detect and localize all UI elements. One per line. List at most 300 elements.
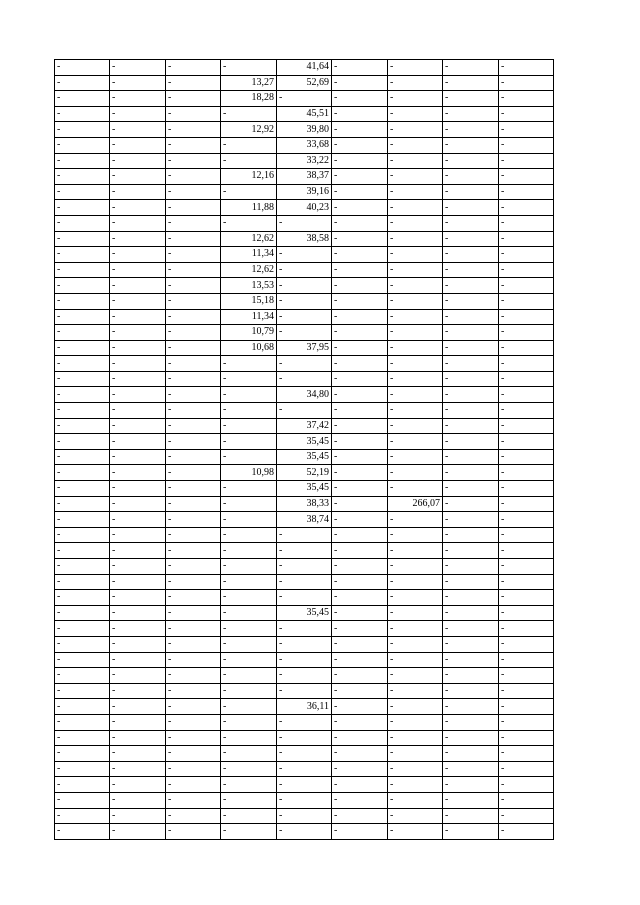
table-cell: -	[166, 714, 221, 730]
table-cell: -	[388, 75, 443, 91]
table-cell: -	[166, 792, 221, 808]
table-cell: -	[388, 371, 443, 387]
table-cell: -	[332, 169, 388, 185]
table-cell: -	[221, 792, 277, 808]
table-cell: -	[499, 527, 554, 543]
table-cell: -	[55, 106, 110, 122]
table-cell: -	[55, 683, 110, 699]
table-cell: -	[443, 60, 499, 76]
table-cell: -	[443, 262, 499, 278]
table-cell: -	[332, 309, 388, 325]
table-row	[55, 169, 554, 185]
table-row	[55, 153, 554, 169]
table-cell: 52,69	[277, 75, 332, 91]
table-cell: -	[443, 636, 499, 652]
table-cell: -	[55, 434, 110, 450]
table-cell: -	[55, 465, 110, 481]
table-cell: -	[221, 605, 277, 621]
table-cell: -	[277, 777, 332, 793]
table-cell: -	[166, 808, 221, 824]
table-row	[55, 325, 554, 341]
table-cell: -	[110, 824, 166, 840]
table-cell: -	[388, 122, 443, 138]
table-cell: -	[166, 512, 221, 528]
table-cell: -	[499, 75, 554, 91]
table-cell: -	[332, 75, 388, 91]
table-cell: -	[388, 278, 443, 294]
table-cell: -	[55, 293, 110, 309]
table-cell: -	[499, 746, 554, 762]
table-cell: -	[221, 777, 277, 793]
table-cell: -	[166, 278, 221, 294]
table-cell: -	[499, 153, 554, 169]
table-cell: -	[388, 293, 443, 309]
table-cell: -	[388, 746, 443, 762]
table-row	[55, 465, 554, 481]
table-cell: -	[332, 621, 388, 637]
table-cell: -	[221, 746, 277, 762]
table-cell: -	[499, 215, 554, 231]
table-cell: -	[55, 449, 110, 465]
table-cell: -	[110, 309, 166, 325]
table-cell: -	[332, 824, 388, 840]
table-row	[55, 824, 554, 840]
table-cell: 13,53	[221, 278, 277, 294]
table-cell: -	[221, 60, 277, 76]
table-cell: -	[443, 605, 499, 621]
table-cell: -	[388, 325, 443, 341]
table-cell: -	[166, 403, 221, 419]
table-cell: -	[499, 293, 554, 309]
table-cell: -	[110, 169, 166, 185]
table-cell: -	[332, 403, 388, 419]
table-cell: 34,80	[277, 387, 332, 403]
table-cell: -	[388, 137, 443, 153]
table-cell: -	[388, 605, 443, 621]
table-cell: -	[388, 730, 443, 746]
table-cell: -	[110, 262, 166, 278]
table-cell: -	[221, 403, 277, 419]
table-cell: -	[499, 621, 554, 637]
table-cell: -	[388, 106, 443, 122]
table-cell: -	[332, 371, 388, 387]
table-cell: -	[110, 808, 166, 824]
table-cell: -	[55, 60, 110, 76]
table-cell: -	[443, 309, 499, 325]
table-cell: -	[388, 714, 443, 730]
table-cell: -	[388, 465, 443, 481]
table-cell: -	[110, 153, 166, 169]
table-row	[55, 559, 554, 575]
table-cell: -	[332, 434, 388, 450]
table-cell: -	[166, 371, 221, 387]
table-row	[55, 777, 554, 793]
table-cell: -	[166, 481, 221, 497]
table-cell: -	[388, 91, 443, 107]
table-cell: -	[55, 278, 110, 294]
table-cell: -	[110, 636, 166, 652]
table-cell: -	[221, 527, 277, 543]
table-cell: -	[277, 714, 332, 730]
table-cell: 35,45	[277, 481, 332, 497]
table-cell: -	[277, 527, 332, 543]
table-cell: -	[221, 434, 277, 450]
table-row	[55, 278, 554, 294]
table-cell: -	[499, 496, 554, 512]
table-cell: -	[499, 309, 554, 325]
table-cell: -	[443, 481, 499, 497]
table-cell: -	[166, 746, 221, 762]
table-row	[55, 746, 554, 762]
table-cell: -	[388, 215, 443, 231]
table-cell: -	[499, 714, 554, 730]
table-cell: -	[332, 387, 388, 403]
table-row	[55, 231, 554, 247]
table-cell: 33,22	[277, 153, 332, 169]
table-cell: -	[166, 293, 221, 309]
table-cell: -	[388, 652, 443, 668]
table-cell: -	[110, 652, 166, 668]
table-cell: -	[166, 761, 221, 777]
table-cell: -	[332, 418, 388, 434]
table-cell: -	[499, 481, 554, 497]
table-cell: -	[221, 699, 277, 715]
table-cell: -	[499, 91, 554, 107]
table-cell: -	[110, 730, 166, 746]
table-cell: -	[221, 683, 277, 699]
table-cell: -	[332, 106, 388, 122]
table-cell: -	[499, 777, 554, 793]
table-cell: -	[166, 247, 221, 263]
table-cell: -	[443, 215, 499, 231]
table-cell: -	[277, 652, 332, 668]
table-row	[55, 434, 554, 450]
table-body	[55, 60, 554, 840]
table-cell: -	[110, 387, 166, 403]
table-cell: 15,18	[221, 293, 277, 309]
table-cell: -	[277, 403, 332, 419]
table-row	[55, 652, 554, 668]
table-cell: -	[443, 559, 499, 575]
table-cell: -	[55, 340, 110, 356]
table-row	[55, 75, 554, 91]
table-cell: -	[110, 278, 166, 294]
table-cell: -	[166, 777, 221, 793]
table-cell: -	[110, 137, 166, 153]
table-cell: -	[277, 356, 332, 372]
table-cell: 10,98	[221, 465, 277, 481]
table-cell: -	[388, 418, 443, 434]
table-cell: -	[55, 91, 110, 107]
table-cell: -	[110, 356, 166, 372]
table-cell: -	[166, 309, 221, 325]
table-cell: -	[499, 808, 554, 824]
table-cell: -	[166, 60, 221, 76]
table-cell: -	[388, 434, 443, 450]
table-cell: -	[443, 403, 499, 419]
table-cell: -	[388, 559, 443, 575]
table-cell: -	[55, 527, 110, 543]
table-cell: -	[55, 356, 110, 372]
table-cell: -	[55, 746, 110, 762]
table-row	[55, 356, 554, 372]
table-cell: -	[332, 605, 388, 621]
table-cell: -	[499, 169, 554, 185]
table-cell: -	[388, 387, 443, 403]
table-cell: -	[221, 761, 277, 777]
table-cell: -	[332, 200, 388, 216]
table-row	[55, 387, 554, 403]
table-cell: -	[221, 668, 277, 684]
table-cell: -	[332, 247, 388, 263]
table-cell: -	[499, 106, 554, 122]
table-cell: -	[277, 91, 332, 107]
table-row	[55, 714, 554, 730]
table-cell: -	[110, 605, 166, 621]
table-cell: -	[443, 106, 499, 122]
table-cell: -	[110, 481, 166, 497]
table-row	[55, 574, 554, 590]
table-cell: -	[443, 231, 499, 247]
table-cell: -	[332, 636, 388, 652]
table-cell: -	[499, 278, 554, 294]
table-cell: -	[55, 387, 110, 403]
table-cell: -	[332, 777, 388, 793]
table-cell: -	[443, 200, 499, 216]
table-row	[55, 761, 554, 777]
table-cell: -	[499, 636, 554, 652]
table-cell: -	[443, 75, 499, 91]
table-cell: -	[499, 231, 554, 247]
table-row	[55, 122, 554, 138]
table-cell: -	[388, 574, 443, 590]
table-cell: 13,27	[221, 75, 277, 91]
table-cell: -	[332, 652, 388, 668]
table-cell: -	[55, 590, 110, 606]
table-cell: -	[332, 278, 388, 294]
table-cell: -	[166, 730, 221, 746]
table-cell: -	[332, 465, 388, 481]
table-cell: -	[443, 792, 499, 808]
table-cell: -	[332, 792, 388, 808]
table-cell: -	[332, 574, 388, 590]
table-cell: -	[277, 371, 332, 387]
table-cell: -	[499, 247, 554, 263]
table-cell: -	[499, 668, 554, 684]
table-cell: -	[110, 621, 166, 637]
table-row	[55, 200, 554, 216]
table-row	[55, 309, 554, 325]
table-row	[55, 106, 554, 122]
table-row	[55, 418, 554, 434]
table-cell: -	[443, 730, 499, 746]
table-cell: -	[443, 418, 499, 434]
table-cell: -	[388, 761, 443, 777]
table-cell: -	[110, 200, 166, 216]
table-cell: -	[332, 559, 388, 575]
table-cell: -	[55, 215, 110, 231]
table-cell: -	[443, 153, 499, 169]
table-cell: -	[221, 730, 277, 746]
table-cell: -	[277, 636, 332, 652]
table-cell: -	[277, 668, 332, 684]
table-cell: -	[55, 325, 110, 341]
table-cell: -	[166, 215, 221, 231]
table-cell: -	[388, 231, 443, 247]
table-cell: -	[221, 106, 277, 122]
table-cell: -	[443, 824, 499, 840]
table-cell: -	[443, 465, 499, 481]
table-cell: -	[221, 137, 277, 153]
table-cell: -	[166, 652, 221, 668]
table-cell: -	[166, 169, 221, 185]
table-cell: -	[443, 169, 499, 185]
table-cell: -	[221, 543, 277, 559]
table-cell: -	[332, 683, 388, 699]
table-cell: -	[499, 340, 554, 356]
table-cell: -	[443, 761, 499, 777]
table-cell: -	[110, 512, 166, 528]
table-row	[55, 215, 554, 231]
table-cell: -	[110, 449, 166, 465]
table-cell: -	[166, 137, 221, 153]
table-cell: 40,23	[277, 200, 332, 216]
table-cell: -	[277, 730, 332, 746]
table-cell: -	[166, 153, 221, 169]
table-row	[55, 621, 554, 637]
table-cell: -	[221, 184, 277, 200]
table-cell: -	[110, 496, 166, 512]
table-cell: 10,79	[221, 325, 277, 341]
table-cell: -	[443, 184, 499, 200]
table-cell: -	[166, 636, 221, 652]
table-cell: -	[166, 668, 221, 684]
table-cell: -	[221, 387, 277, 403]
table-cell: -	[221, 449, 277, 465]
table-cell: -	[110, 559, 166, 575]
table-row	[55, 247, 554, 263]
table-cell: -	[110, 543, 166, 559]
table-cell: -	[332, 512, 388, 528]
table-cell: -	[110, 371, 166, 387]
table-cell: 41,64	[277, 60, 332, 76]
table-cell: -	[332, 730, 388, 746]
table-cell: -	[110, 403, 166, 419]
table-cell: -	[221, 621, 277, 637]
table-cell: 11,34	[221, 247, 277, 263]
table-cell: -	[332, 122, 388, 138]
table-cell: -	[166, 605, 221, 621]
table-cell: -	[388, 169, 443, 185]
table-cell: -	[388, 481, 443, 497]
table-row	[55, 605, 554, 621]
table-row	[55, 668, 554, 684]
table-cell: -	[499, 543, 554, 559]
table-cell: -	[166, 387, 221, 403]
table-cell: -	[332, 356, 388, 372]
table-cell: -	[388, 668, 443, 684]
table-row	[55, 512, 554, 528]
table-cell: 12,62	[221, 262, 277, 278]
table-cell: -	[221, 636, 277, 652]
table-cell: -	[499, 403, 554, 419]
table-cell: 11,88	[221, 200, 277, 216]
table-cell: -	[110, 714, 166, 730]
table-row	[55, 371, 554, 387]
table-cell: -	[110, 75, 166, 91]
table-cell: -	[110, 590, 166, 606]
table-cell: -	[443, 527, 499, 543]
table-cell: -	[55, 512, 110, 528]
table-cell: -	[443, 808, 499, 824]
table-cell: -	[110, 293, 166, 309]
table-cell: -	[499, 652, 554, 668]
table-cell: -	[332, 231, 388, 247]
table-cell: -	[332, 496, 388, 512]
table-cell: 12,62	[221, 231, 277, 247]
table-cell: -	[499, 824, 554, 840]
table-cell: 12,92	[221, 122, 277, 138]
table-cell: -	[55, 730, 110, 746]
table-cell: -	[55, 418, 110, 434]
table-cell: -	[277, 309, 332, 325]
table-cell: -	[499, 465, 554, 481]
table-cell: 36,11	[277, 699, 332, 715]
table-cell: -	[55, 808, 110, 824]
table-cell: -	[221, 215, 277, 231]
table-cell: -	[110, 465, 166, 481]
table-cell: -	[166, 434, 221, 450]
table-cell: -	[499, 122, 554, 138]
table-cell: -	[110, 527, 166, 543]
table-cell: -	[499, 184, 554, 200]
table-cell: -	[110, 215, 166, 231]
table-cell: -	[388, 792, 443, 808]
table-row	[55, 808, 554, 824]
table-cell: -	[110, 247, 166, 263]
table-cell: -	[499, 200, 554, 216]
table-cell: -	[166, 527, 221, 543]
table-cell: -	[443, 247, 499, 263]
table-cell: -	[332, 262, 388, 278]
table-cell: -	[166, 683, 221, 699]
table-cell: -	[110, 231, 166, 247]
table-cell: -	[443, 434, 499, 450]
table-cell: -	[110, 668, 166, 684]
table-cell: -	[388, 590, 443, 606]
table-cell: -	[277, 293, 332, 309]
table-cell: -	[332, 668, 388, 684]
table-cell: -	[499, 137, 554, 153]
table-cell: -	[443, 371, 499, 387]
table-cell: -	[388, 262, 443, 278]
table-cell: -	[388, 184, 443, 200]
table-cell: -	[388, 340, 443, 356]
table-cell: 11,34	[221, 309, 277, 325]
table-cell: -	[332, 91, 388, 107]
table-cell: -	[499, 356, 554, 372]
table-cell: -	[221, 808, 277, 824]
table-cell: -	[443, 543, 499, 559]
table-cell: -	[110, 434, 166, 450]
table-cell: -	[277, 278, 332, 294]
table-cell: -	[388, 824, 443, 840]
table-row	[55, 792, 554, 808]
table-cell: -	[55, 75, 110, 91]
table-cell: 12,16	[221, 169, 277, 185]
table-cell: -	[55, 652, 110, 668]
table-row	[55, 527, 554, 543]
